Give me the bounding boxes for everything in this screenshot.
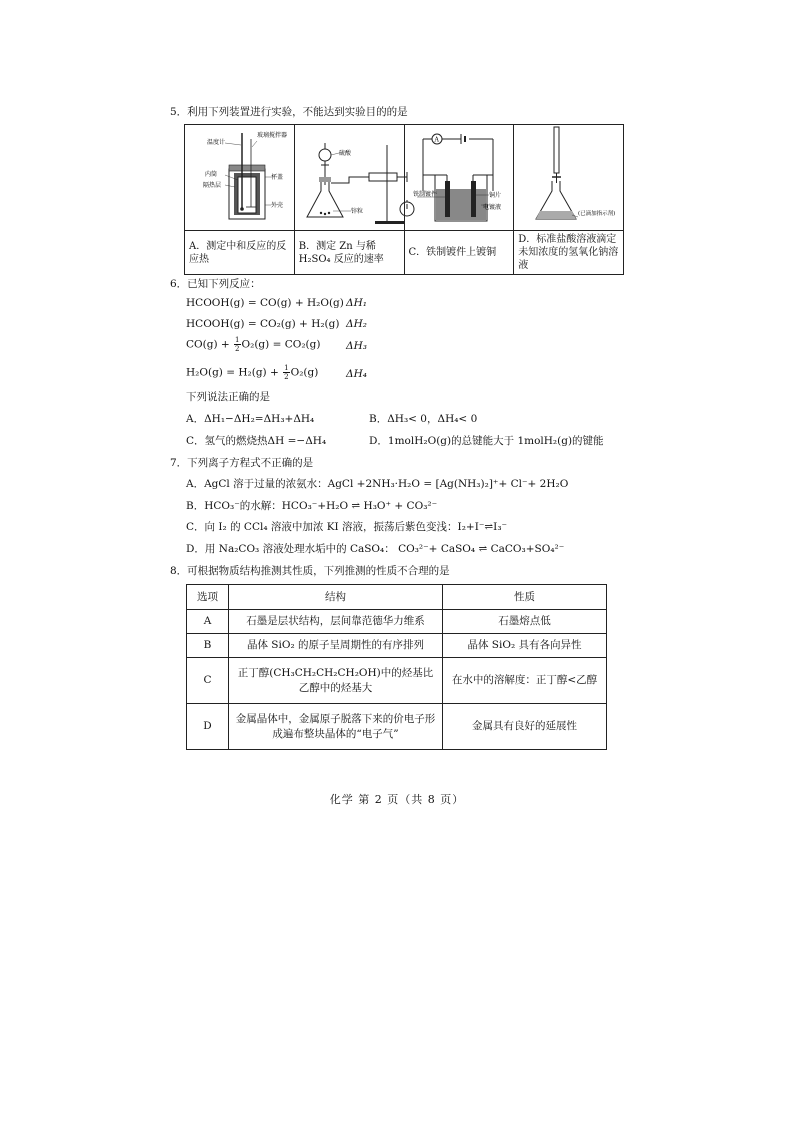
- label-acid: 硫酸: [338, 150, 351, 157]
- q6-option-d: D．1molH₂O(g)的总键能大于 1molH₂(g)的键能: [369, 435, 604, 447]
- option-d-caption: D．标准盐酸溶液滴定未知浓度的氢氧化钠溶液: [514, 231, 624, 275]
- q6-option-a: A．ΔH₁−ΔH₂=ΔH₃+ΔH₄: [186, 413, 315, 425]
- row-a-structure: 石墨是层状结构，层间靠范德华力维系: [229, 610, 443, 634]
- q6-option-b: B．ΔH₃< 0，ΔH₄< 0: [369, 413, 478, 425]
- label-ammeter: A: [434, 136, 439, 144]
- reaction-3-left: CO(g) +: [186, 338, 234, 351]
- q6-stem: 6．已知下列反应：: [170, 278, 261, 290]
- fraction-half-2: [283, 364, 289, 381]
- q6-ask: 下列说法正确的是: [186, 391, 270, 403]
- header-structure: 结构: [229, 585, 443, 610]
- q7-option-a: A．AgCl 溶于过量的浓氨水：AgCl +2NH₃·H₂O = [Ag(NH₃)₂]⁺+ Cl⁻+ 2H₂O: [186, 478, 569, 490]
- dh-1: ΔH₁: [346, 297, 367, 309]
- apparatus-d-figure: [514, 125, 624, 231]
- q7-option-c: C．向 I₂ 的 CCl₄ 溶液中加浓 KI 溶液，振荡后紫色变浅：I₂+I⁻⇌I₃⁻: [186, 521, 508, 533]
- q8-stem: 8．可根据物质结构推测其性质，下列推测的性质不合理的是: [170, 565, 450, 577]
- option-b-caption: B．测定 Zn 与稀 H₂SO₄ 反应的速率: [294, 231, 404, 275]
- frac-den: 2: [235, 345, 240, 353]
- q5-apparatus-table: [184, 124, 624, 275]
- apparatus-c-figure: [404, 125, 514, 231]
- dh-4: ΔH₄: [346, 368, 367, 380]
- label-insulation: 隔热层: [203, 182, 222, 189]
- page-footer: 化学 第 2 页（共 8 页）: [329, 793, 465, 806]
- reaction-4-left: H₂O(g) = H₂(g) +: [186, 366, 283, 379]
- row-c-structure: 正丁醇(CH₃CH₂CH₂CH₂OH)中的烃基比乙醇中的烃基大: [229, 658, 443, 704]
- q6-option-c: C．氢气的燃烧热ΔH =−ΔH₄: [186, 435, 327, 447]
- q7-stem: 7．下列离子方程式不正确的是: [170, 457, 314, 469]
- row-a-property: 石墨熔点低: [443, 610, 607, 634]
- label-copper: 铜片: [488, 192, 501, 199]
- row-c-label: C: [187, 658, 229, 704]
- q5-stem: 5．利用下列装置进行实验，不能达到实验目的的是: [170, 106, 408, 118]
- label-inner: 内筒: [205, 171, 218, 178]
- label-thermometer: 温度计: [207, 139, 226, 146]
- apparatus-b-figure: [294, 125, 404, 231]
- q7-option-b: B．HCO₃⁻的水解：HCO₃⁻+H₂O ⇌ H₃O⁺ + CO₃²⁻: [186, 500, 438, 512]
- row-c-property: 在水中的溶解度：正丁醇<乙醇: [443, 658, 607, 704]
- label-stirrer: 玻璃搅拌器: [257, 132, 288, 139]
- reaction-1: HCOOH(g) = CO(g) + H₂O(g): [186, 297, 344, 309]
- row-b-structure: 晶体 SiO₂ 的原子呈周期性的有序排列: [229, 634, 443, 658]
- label-indicator: (已滴加指示剂): [578, 211, 616, 217]
- label-bath: 电镀液: [482, 204, 501, 211]
- option-a-caption: A．测定中和反应的反应热: [185, 231, 295, 275]
- q7-option-d: D．用 Na₂CO₃ 溶液处理水垢中的 CaSO₄： CO₃²⁻+ CaSO₄ ⇌ CaCO₃+SO₄²⁻: [186, 543, 565, 555]
- reaction-4: [186, 364, 318, 381]
- header-property: 性质: [443, 585, 607, 610]
- apparatus-a-figure: [185, 125, 295, 231]
- reaction-3: [186, 336, 320, 353]
- dh-3: ΔH₃: [346, 340, 367, 352]
- label-shell: 外壳: [271, 202, 284, 209]
- label-zinc: 锌粒: [350, 208, 363, 215]
- frac-den-2: 2: [284, 373, 289, 381]
- row-d-property: 金属具有良好的延展性: [443, 704, 607, 750]
- header-option: 选项: [187, 585, 229, 610]
- label-lid: 杯盖: [271, 174, 284, 181]
- frac-num: 1: [235, 336, 240, 344]
- row-d-structure: 金属晶体中，金属原子脱落下来的价电子形成遍布整块晶体的“电子气”: [229, 704, 443, 750]
- row-b-property: 晶体 SiO₂ 具有各向异性: [443, 634, 607, 658]
- row-d-label: D: [187, 704, 229, 750]
- reaction-4-right: O₂(g): [290, 366, 319, 379]
- fraction-half: [234, 336, 240, 353]
- reaction-3-right: O₂(g) = CO₂(g): [241, 338, 321, 351]
- dh-2: ΔH₂: [346, 318, 367, 330]
- row-b-label: B: [187, 634, 229, 658]
- reaction-2: HCOOH(g) = CO₂(g) + H₂(g): [186, 318, 340, 330]
- row-a-label: A: [187, 610, 229, 634]
- label-iron-part: 铁制镀件: [412, 191, 437, 198]
- q8-table: [186, 584, 607, 750]
- frac-num-2: 1: [284, 364, 289, 372]
- option-c-caption: C．铁制镀件上镀铜: [404, 231, 514, 275]
